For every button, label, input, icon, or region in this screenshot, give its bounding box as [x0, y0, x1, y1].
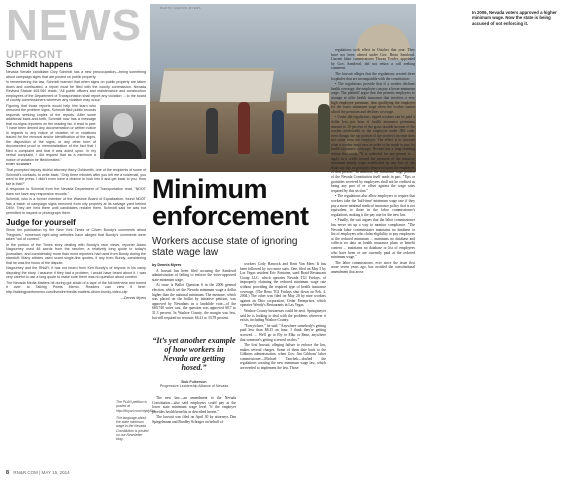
- article-column-3: [331, 48, 415, 276]
- article-column-2: [240, 262, 326, 372]
- deck: Workers accuse state of ignoring state wage law: [152, 236, 298, 258]
- pull-quote: “It’s yet another example of how workers in Nevada are getting hosed.”: [152, 336, 236, 372]
- article-paragraph: • Under the regulations, tipped workers can be paid a dollar less per hour if health insurance premiums amount to 10 percent of the gross taxable income of the worker attributable to the employee under IRS code, even though the tip portion of the worker's income does not come from the employer. The effect is to increase what a worker must earn in order to be made to pay for health insurance coverage. Nevada has a long-standing statute that reads, "It is unlawful for any person to ... apply as a credit toward the payment of the statutory minimum hourly wage established by any law of this State any tips or gratuities bestowed upon the employees of that person." In addition, the minimum wage portion of the Nevada Constitution itself reads in part, "Tips or gratuities received by employees shall not be credited as being any part of or offset against the wage rates required by this section.": [331, 115, 415, 193]
- photo-figure: [272, 110, 284, 154]
- article-paragraph: The labor commissioner, ever since the issue first arose seven years ago, has avoided the constitutional amendment that arose: [331, 260, 415, 274]
- main-headline: [152, 176, 309, 230]
- sidebar: [6, 60, 146, 300]
- sidebar-paragraph: In the portion of the Times story dealing with Bundy's race views, reporter Adam Nagourney used 48 words from the rancher, a relatively long quote in today's journalism, and considerably more than most reporters had used from Bundy during the standoff. Many articles used scant single-line quotes, if any from Bundy, considering that he was the focus of the dispute.: [6, 242, 146, 265]
- article-paragraph: A lawsuit has been filed accusing the Sandoval administration of failing to enforce the voter-approved state minimum wage.: [152, 268, 236, 282]
- sidebar-signoff: —Dennis Myers: [120, 296, 146, 300]
- article-paragraph: Washoe County businesses could be next. Springmeyer said he is looking to deal with the problems wherever it exists, including Washoe County.: [240, 308, 326, 323]
- issue-line: RN&R.COM | MAY 15, 2014: [13, 470, 70, 475]
- section-label: UPFRONT: [6, 49, 63, 61]
- masthead: NEWS: [6, 1, 142, 50]
- sidebar-paragraph: The Nevada Media Matters hit during got ahold of a tape of the full interview and turned it over to Talking Points Memo. Readers can view it here: http://talkingpointsmemo.com/livewire/media-matters-cliven-bundy-video-clip: [6, 280, 146, 294]
- page-number: 8: [6, 470, 10, 476]
- photo-caption: In 2006, Nevada voters approved a higher minimum wage. Now the state is being accused of not enforcing it.: [468, 8, 566, 42]
- article-paragraph: At issue is Ballot Question 6 in the 2006 general election, which set the Nevada minimum wage a dollar higher than the national minimum. The measure, which was placed on the ballot by initiative petition, was approved by Nevadans in a landslide vote—of the 660,740 votes cast, the question was approved 68.7 to 31.3 percent. In Washoe County, the margin was less, but still required no recount: 66.21 to 33.78 percent.: [152, 283, 236, 320]
- article-paragraph: • Finally, the suit argues that the labor commissioner has never set up a way to monitor compliance. "The Nevada labor commissioner maintains no database or list of employers who claim eligibility to pay employees at the reduced minimum ... maintains no database and collects no data on health insurance plans or benefit content ... maintains no database or list of employees who have been or are currently paid at the reduced minimum wage.": [331, 218, 415, 260]
- page-footer: [6, 470, 70, 476]
- article-paragraph: The lawsuit alleges that the regulations created three loopholes that are incompatible with the constitution:: [331, 71, 415, 81]
- mugshot-caption: CORY SCHMIDT: [6, 162, 32, 166]
- sidebar-paragraph: Schmidt, who is a former member of the Washoe Board of Equalization, found NDOT has a batch of campaign signs removed from city property at its salvage yard behind DMV. They are held there until candidates reclaim them. Schmidt said he was not permitted to inspect or photograph them.: [6, 197, 146, 215]
- article-paragraph: workers Cody Hancock and Kent Van Meer. It has been followed by two more suits. One, filed on May 5 by Las Vegas resident Eric Fontaine, sued Braid Restaurant Group LLC, which operates Nevada TGI Fridays, of improperly claiming the reduced minimum wage rate without providing the required type of health insurance coverage. (The Reno TGI Fridays shut down on Feb. 4, 2004.) The other was filed on May 20 by nine workers against an Ohio corporation, Cedar Enterprises, which operates Wendy's Restaurants in Las Vegas.: [240, 262, 326, 308]
- side-notes: [116, 400, 156, 445]
- sidebar-paragraph: That prompted deputy district attorney Harry Goldsmith, one of the recipients of some of Schmidt's contacts, to write back: "Only three minutes after you left me a voicemail, you went to the press. I didn't even have a chance to look into it and get back to you. How fair is that?": [6, 168, 146, 186]
- article-paragraph: The first lawsuit, alleging failure to enforce the law, makes several charges. Some of them date back to the Gibbons administration, when Gov. Jim Gibbons' labor commissioner—Michael Tanchek—drafted the regulations creating the new minimum wage law, which are needed to implement the law. Those: [240, 343, 326, 371]
- sidebar-headline: Schmidt happens: [6, 60, 73, 69]
- photo-tent: [160, 68, 275, 102]
- side-note: The PLAN petition is posted at http://tinyurl.com/mydy6bs: [116, 400, 156, 413]
- article-column-1-lower: [152, 396, 236, 426]
- mugshot-face: [113, 113, 133, 137]
- mugshot-photo: [100, 105, 146, 159]
- headline-line-1: Minimum: [152, 174, 267, 204]
- sidebar-paragraph: Figuring that those reports would help him learn who removed the problem signs, Schmidt filed public records requests seeking copies of the reports. After some additional back-and-forth, Schmidt now has a message that no-signs reporters on the reading list. It read in part: "I have been denied any documentation or written notice in regards to any notice of violation of or violations issued for the removal and/or identification of the signs, the disposition of the signs, or any other form of documented proof or memorialization of the fact that I filed a complaint and that it was acted upon. In my verbal complaint, I did request that as a minimum a notice of violation be filed/created.": [6, 103, 96, 162]
- sidebar-paragraph: In remembering the law, Schmidt learned that when signs on public property are taken down and confiscated, a report must be filed with the county commission. Nevada Revised Statute 405.060 reads, "All public officers and maintenance and construction employees of the Department of Transportation shall report any violation ... to the board of county commissioners wherever any violation may occur.": [6, 80, 146, 102]
- photo-figure: [318, 104, 330, 154]
- side-note: The language about the state minimum wage in the Nevada Constitution is posted on our Newsletter blog.: [116, 415, 149, 442]
- article-paragraph: The lawsuit was filed on April 30 by attorneys Dan Spiegelmann and Bradley Schrager on behalf of: [152, 415, 236, 424]
- photo-credit: PHOTO: DENNIS MYERS: [160, 6, 201, 10]
- pull-quote-title: Progressive Leadership Alliance of Nevada: [159, 384, 229, 389]
- sidebar-paragraph: Nevada Senate candidate Cory Schmidt has a new preoccupation—being something about campaign signs that are posted on public property.: [6, 70, 146, 79]
- article-paragraph: regulations took effect in October that year. They have not been altered under Gov. Brian Sandoval. Current labor commissioner Thoran Towler, appointed by Gov. Sandoval, did not return a call seeking comment.: [331, 48, 415, 71]
- article-paragraph: • The regulations provide that if a worker declines health coverage, the employer can pay a lower minimum wage. The plaintiff argue that this permits employers to arrange to offer health insurance that involves a very high employee premium, thus qualifying the employer for the lower minimum wage when the worker cannot afford the premium and declines coverage.: [331, 82, 415, 114]
- sidebar-paragraph: Nagourney and the RN&R, it has not heard from Ken Bundy's of anyone in his camp disputing the story. I assume if they had a problem, I would have heard about it. I was very careful to use a long quote to make sure there was no question about context.: [6, 266, 146, 279]
- article-paragraph: • The regulations also allow employers to require that workers take the 'half-time' minimum wage rate if they pay a more minimal medical insurance policy that is not equivalent to those in the labor commissioner's regulations, making it the pay rate for the new law.: [331, 194, 415, 217]
- article-paragraph: "Everywhere," he said. "Anywhere somebody's getting paid less than $8.25 an hour, I think they're getting screwed. ... We'll go to Ely or Elko or Reno, anywhere that someone's getting screwed on this.": [240, 323, 326, 342]
- mugshot-shoulders: [104, 141, 142, 159]
- article-column-1: [152, 262, 236, 321]
- article-paragraph: The new law—an amendment to the Nevada Constitution—also said employers could pay at the lower state minimum wage level "if the employer provides health benefits as described herein.": [152, 396, 236, 414]
- sidebar-headline-2: Judge for yourself: [6, 218, 76, 227]
- headline-line-2: enforcement: [152, 201, 309, 231]
- sidebar-paragraph: Since the publication by the New York Times of Cliven Bundy's comments about "Negroes," numerous right-wing websites have alleged that Bundy's comments were taken "out of context.": [6, 228, 146, 241]
- pull-quote-name: Bob Fulkerson: [181, 380, 207, 384]
- photo-figure: [206, 108, 218, 154]
- sidebar-paragraph: A response to Schmidt from the Nevada Department of Transportation read, "NDOT does not have any responsive records.": [6, 187, 146, 196]
- pull-quote-credit: [152, 380, 236, 389]
- byline: by Dennis Myers: [152, 263, 182, 267]
- photo-figure: [238, 102, 250, 154]
